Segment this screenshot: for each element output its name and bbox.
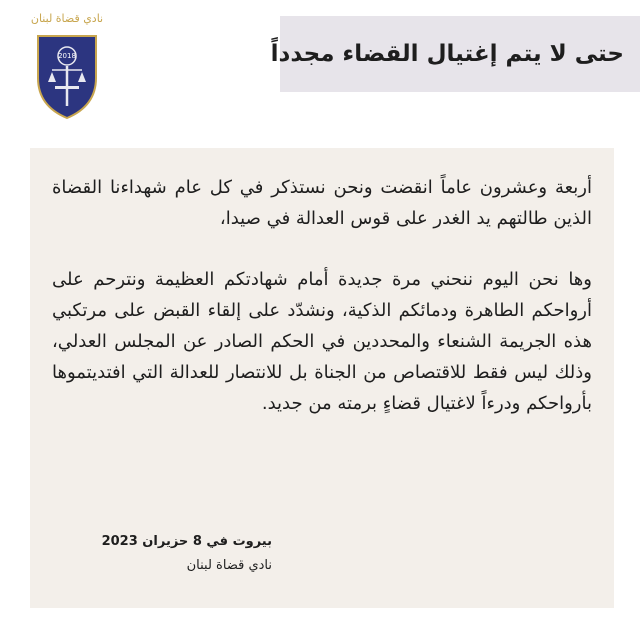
club-logo [22, 12, 112, 122]
page-title: حتى لا يتم إغتيال القضاء مجدداً [270, 41, 624, 67]
signer-name: نادي قضاة لبنان [186, 558, 272, 573]
title-banner [270, 16, 640, 92]
place-date: بيروت في 8 حزيران 2023 [101, 534, 272, 549]
logo-name: نادي قضاة لبنان [30, 12, 104, 25]
logo-year: 2018 [58, 52, 76, 60]
shield-emblem-icon [22, 26, 112, 122]
paragraph-2: وها نحن اليوم ننحني مرة جديدة أمام شهادتكم العظيمة ونترحم على أرواحكم الطاهرة ودمائكم الذكية، ونشدّد على إلقاء القبض على مرتكبي هذه الجريمة الشنعاء والمحددين في الحكم الصادر عن المجلس العدلي، وذلك ليس فقط للاقتصاص من الجناة بل للانتصار للعدالة التي افتديتموها بأرواحكم ودرءاً لاغتيال قضاءٍ برمته من جديد. [52, 269, 592, 414]
signature-block [52, 530, 272, 578]
paragraph-1: أربعة وعشرون عاماً انقضت ونحن نستذكر في كل عام شهداءنا القضاة الذين طالتهم يد الغدر على قوس العدالة في صيدا، [52, 177, 592, 229]
